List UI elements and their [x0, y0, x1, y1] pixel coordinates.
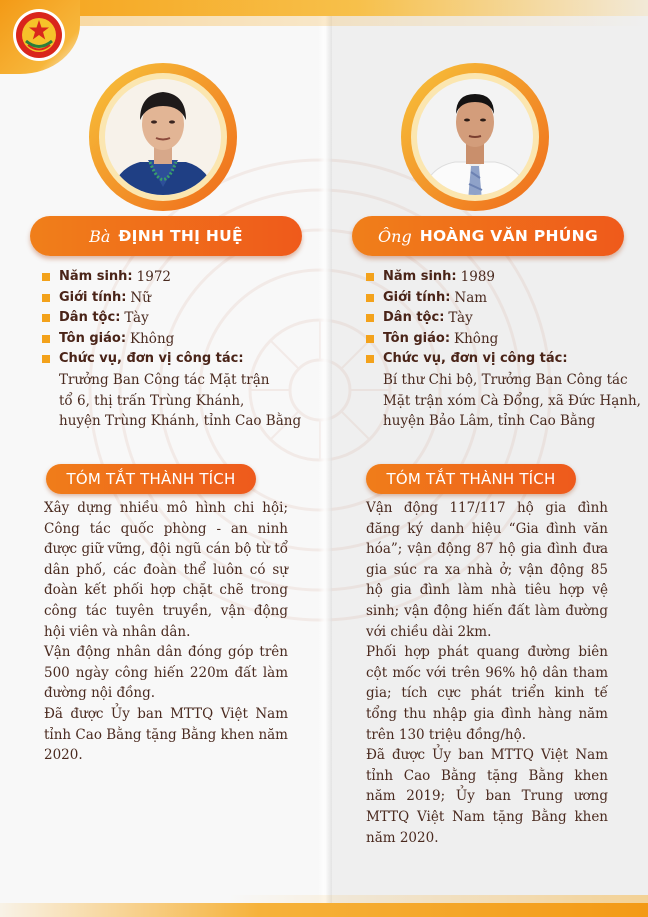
info-label: Giới tính: [59, 289, 127, 305]
bottom-decor-bar [0, 903, 648, 917]
bottom-decor-fade [228, 895, 648, 903]
person-name-right: HOÀNG VĂN PHÚNG [419, 227, 598, 245]
portrait-dinh-thi-hue [88, 62, 238, 212]
info-religion [366, 329, 648, 350]
portrait-hoang-van-phung [400, 62, 550, 212]
person-name-left: ĐỊNH THỊ HUỆ [118, 227, 243, 245]
position-detail [42, 370, 332, 432]
info-ethnicity [42, 308, 332, 329]
position-line: huyện Bảo Lâm, tỉnh Cao Bằng [383, 413, 596, 430]
honorific-right: Ông [378, 226, 412, 246]
info-value: Không [130, 330, 175, 347]
info-label: Năm sinh: [59, 269, 133, 284]
square-bullet-icon [366, 314, 374, 322]
summary-paragraph: Vận động 117/117 hộ gia đình đăng ký danh hiệu “Gia đình văn hóa”; vận động 87 hộ gia đình đưa gia súc ra xa nhà ở; vận động 85 hộ gia đình làm nhà tiêu hợp vệ sinh; vận động hiến đất làm đường với chiều dài 2km. [366, 500, 608, 640]
position-line: huyện Trùng Khánh, tỉnh Cao Bằng [59, 413, 302, 430]
honorific-left: Bà [89, 226, 111, 246]
square-bullet-icon [366, 273, 374, 281]
mttq-emblem-icon [12, 8, 66, 62]
achievements-summary-left [44, 498, 288, 766]
info-gender [42, 288, 332, 309]
summary-paragraph: Xây dựng nhiều mô hình chi hội; Công tác quốc phòng - an ninh được giữ vững, đội ngũ cán bộ từ tổ dân phố, các đoàn thể luôn có sự đoàn kết phối hợp chặt chẽ trong công tác tuyên truyền, vận động hội viên và nhân dân. [44, 500, 288, 640]
info-value: Tày [124, 310, 149, 327]
position-line: Trưởng Ban Công tác Mặt trận [59, 371, 270, 388]
achievements-heading-right: TÓM TẮT THÀNH TÍCH [366, 464, 576, 494]
achievements-heading-left: TÓM TẮT THÀNH TÍCH [46, 464, 256, 494]
position-line: tổ 6, thị trấn Trùng Khánh, [59, 392, 245, 409]
info-label: Tôn giáo: [59, 330, 127, 346]
info-label: Giới tính: [383, 289, 451, 305]
name-banner-right [352, 216, 624, 256]
info-birth-year [42, 267, 332, 288]
square-bullet-icon [42, 335, 50, 343]
info-value: 1989 [460, 269, 495, 285]
info-value: Nữ [130, 289, 151, 306]
info-label: Tôn giáo: [383, 330, 451, 346]
summary-paragraph: Đã được Ủy ban MTTQ Việt Nam tỉnh Cao Bằng tặng Bằng khen năm 2019; Ủy ban Trung ương MTTQ Việt Nam tặng Bằng khen năm 2020. [366, 747, 608, 846]
info-label: Dân tộc: [383, 310, 445, 326]
square-bullet-icon [366, 355, 374, 363]
summary-paragraph: Phối hợp phát quang đường biên cột mốc với trên 96% hộ dân tham gia; tích cực phát triển kinh tế tổng thu nhập gia đình hàng năm trên 130 triệu đồng/hộ. [366, 644, 608, 743]
position-detail [366, 370, 648, 432]
square-bullet-icon [42, 273, 50, 281]
info-list-right [366, 267, 648, 432]
summary-paragraph: Đã được Ủy ban MTTQ Việt Nam tỉnh Cao Bằng tặng Bằng khen năm 2020. [44, 705, 288, 764]
square-bullet-icon [42, 314, 50, 322]
info-position [42, 349, 332, 370]
info-value: Nam [454, 289, 488, 306]
info-ethnicity [366, 308, 648, 329]
info-label: Năm sinh: [383, 269, 457, 284]
info-label: Chức vụ, đơn vị công tác: [59, 351, 244, 367]
summary-paragraph: Vận động nhân dân đóng góp trên 500 ngày công hiến 220m đất làm đường nội đồng. [44, 644, 288, 702]
info-value: 1972 [136, 269, 171, 285]
info-religion [42, 329, 332, 350]
square-bullet-icon [42, 294, 50, 302]
info-list-left [42, 267, 332, 432]
info-birth-year [366, 267, 648, 288]
info-label: Dân tộc: [59, 310, 121, 326]
info-value: Tày [448, 310, 473, 327]
page-spine [318, 0, 332, 917]
position-line: Mặt trận xóm Cà Đổng, xã Đức Hạnh, [383, 392, 641, 409]
name-banner-left [30, 216, 302, 256]
square-bullet-icon [366, 335, 374, 343]
top-decor-bar [0, 0, 648, 16]
top-decor-fade [70, 16, 648, 26]
achievements-summary-right [366, 498, 608, 848]
position-line: Bí thư Chi bộ, Trưởng Ban Công tác [383, 371, 628, 388]
info-position [366, 349, 648, 370]
info-gender [366, 288, 648, 309]
info-label: Chức vụ, đơn vị công tác: [383, 351, 568, 367]
info-value: Không [454, 330, 499, 347]
square-bullet-icon [366, 294, 374, 302]
square-bullet-icon [42, 355, 50, 363]
